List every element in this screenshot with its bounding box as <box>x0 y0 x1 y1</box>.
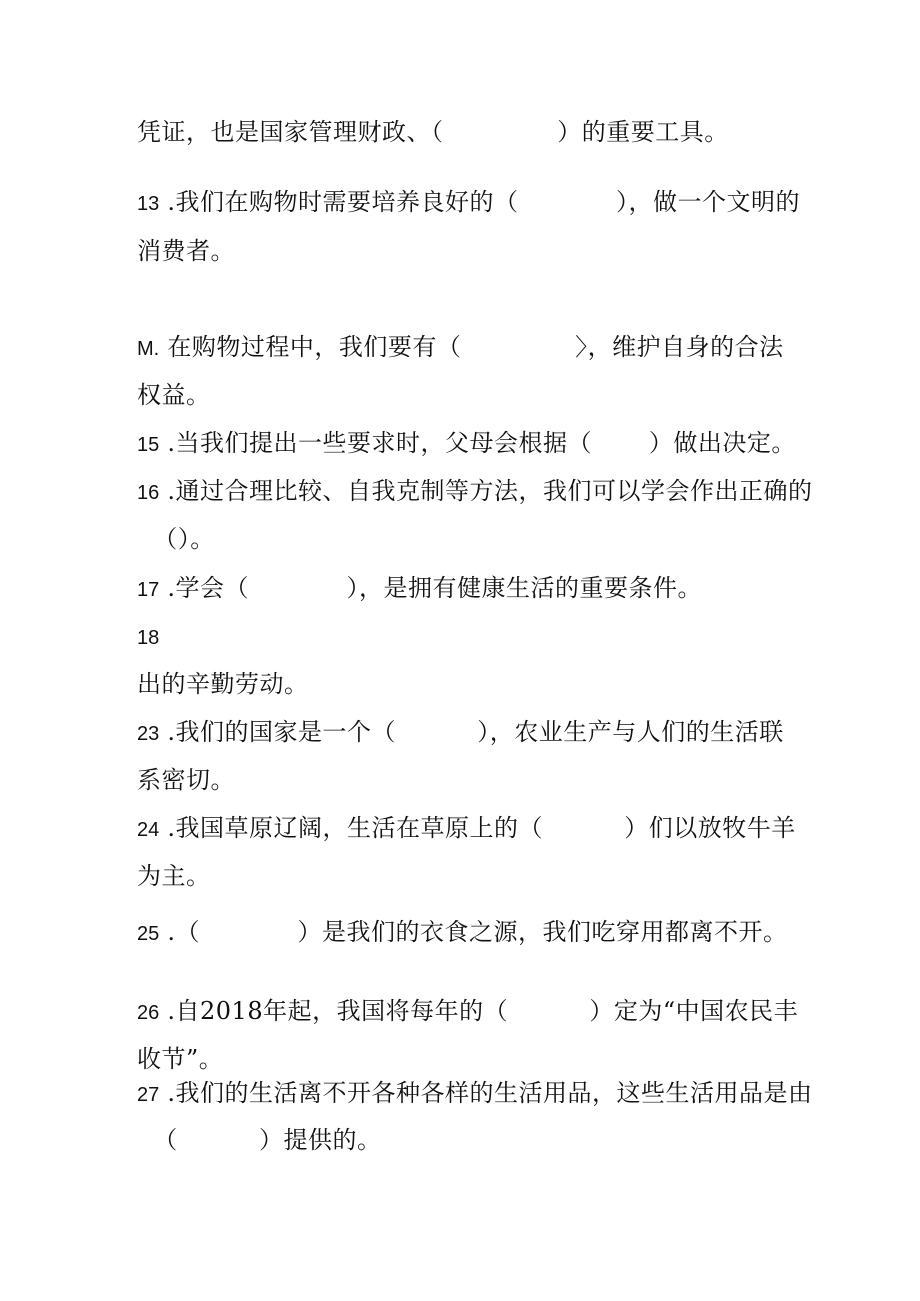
question-text: 为主。 <box>137 862 211 890</box>
question-text: 在购物过程中，我们要有（ 〉，维护自身的合法 <box>159 333 784 361</box>
q17-line1 <box>137 573 702 605</box>
question-number: 24 <box>137 819 160 841</box>
q18-line2 <box>137 669 309 701</box>
q12-line2 <box>137 117 729 149</box>
question-text: .学会（ ），是拥有健康生活的重要条件。 <box>159 574 703 602</box>
q18-line1 <box>137 621 159 653</box>
question-text: （）。 <box>137 525 215 553</box>
question-number: 13 <box>137 193 160 215</box>
question-text: 收节”。 <box>137 1045 224 1073</box>
question-number: 26 <box>137 1002 160 1024</box>
question-text: .（ ）是我们的衣食之源，我们吃穿用都离不开。 <box>159 918 788 946</box>
question-text: .我们在购物时需要培养良好的（ ），做一个文明的 <box>159 188 801 216</box>
question-text: 系密切。 <box>137 766 235 794</box>
question-text: .当我们提出一些要求时，父母会根据（ ）做出决定。 <box>159 429 796 457</box>
q23-line2 <box>137 765 235 797</box>
question-text: 凭证，也是国家管理财政、（ ）的重要工具。 <box>137 118 729 146</box>
question-number: 16 <box>137 482 160 504</box>
q25-line1 <box>137 917 788 949</box>
q24-line1 <box>137 813 796 845</box>
question-number: 27 <box>137 1084 160 1106</box>
q14-line2 <box>137 380 211 412</box>
q16-line2 <box>137 524 215 556</box>
question-text: .我们的国家是一个（ ），农业生产与人们的生活联 <box>159 718 784 746</box>
question-text: 权益。 <box>137 381 211 409</box>
question-text: （ ）提供的。 <box>137 1126 382 1154</box>
question-text: .我们的生活离不开各种各样的生活用品，这些生活用品是由 <box>159 1079 813 1107</box>
question-number: 18 <box>137 627 160 649</box>
q27-line2 <box>137 1125 382 1157</box>
question-text: 消费者。 <box>137 237 235 265</box>
question-text: .我国草原辽阔，生活在草原上的（ ）们以放牧牛羊 <box>159 814 796 842</box>
question-text: .自2018年起，我国将每年的（ ）定为“中国农民丰 <box>159 997 799 1025</box>
q13-line1 <box>137 187 800 219</box>
question-number: 23 <box>137 723 160 745</box>
q15-line1 <box>137 428 796 460</box>
q26-line2 <box>137 1044 223 1076</box>
q23-line1 <box>137 717 784 749</box>
question-text: 出的辛勤劳动。 <box>137 670 309 698</box>
q27-line1 <box>137 1078 813 1110</box>
q26-line1 <box>137 996 798 1028</box>
q14-line1 <box>137 332 784 364</box>
question-number: M. <box>137 338 160 360</box>
q13-line2 <box>137 236 235 268</box>
question-number: 25 <box>137 923 160 945</box>
q24-line2 <box>137 861 211 893</box>
question-number: 17 <box>137 579 160 601</box>
question-text: .通过合理比较、自我克制等方法，我们可以学会作出正确的 <box>159 477 813 505</box>
q16-line1 <box>137 476 813 508</box>
question-number: 15 <box>137 434 160 456</box>
